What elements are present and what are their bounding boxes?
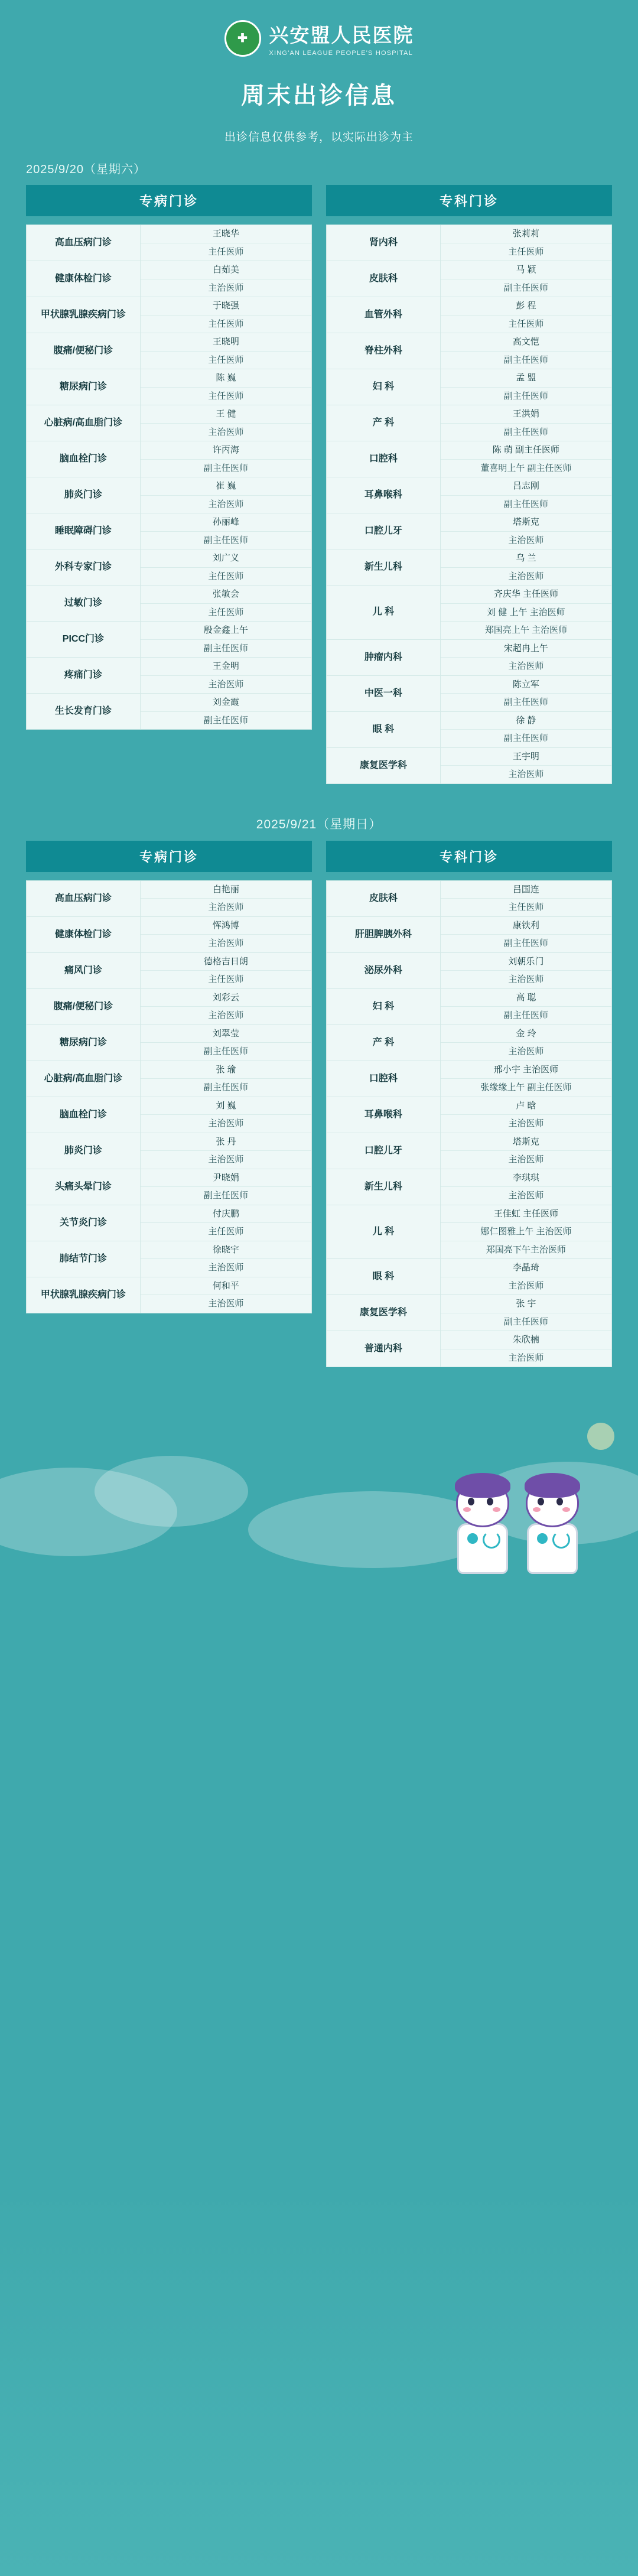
table-row (327, 1097, 611, 1133)
doctor-name: 刘彩云 (141, 989, 311, 1007)
department-name: 肝胆脾胰外科 (327, 917, 441, 952)
department-name: 口腔科 (327, 1061, 441, 1097)
doctor-list (141, 1277, 311, 1313)
doctor-name: 尹晓娟 (141, 1169, 311, 1188)
date-label-saturday: 2025/9/20（星期六） (26, 163, 146, 176)
department-name: PICC门诊 (27, 622, 141, 657)
column-header-specialty-disease: 专病门诊 (26, 841, 312, 872)
department-name: 高血压病门诊 (27, 881, 141, 916)
doctor-list (441, 333, 611, 369)
doctor-title: 主任医师 (508, 318, 544, 329)
table-row (27, 369, 311, 405)
department-name: 口腔儿牙 (327, 1133, 441, 1169)
doctor-title: 主治医师 (508, 1154, 544, 1165)
doctor-name: 康铁利 (441, 917, 611, 935)
column-headers-saturday (26, 185, 612, 216)
department-name: 肾内科 (327, 225, 441, 261)
doctor-list (441, 297, 611, 333)
doctor-list (441, 549, 611, 585)
doctor-title: 刘 健 上午 主治医师 (441, 604, 611, 622)
table-row (327, 477, 611, 513)
doctor-list (141, 297, 311, 333)
table-row (27, 513, 311, 549)
table-specialty-dept-saturday (326, 225, 612, 784)
doctor-name: 白茹美 (141, 261, 311, 279)
department-name: 腹痛/便秘门诊 (27, 333, 141, 369)
table-row (327, 1331, 611, 1367)
doctor-title: 郑国亮下午主治医师 (486, 1244, 566, 1255)
table-row (27, 989, 311, 1025)
department-name: 眼 科 (327, 712, 441, 747)
doctor-title: 副主任医师 (203, 1082, 248, 1092)
doctor-list (441, 712, 611, 747)
table-row (327, 333, 611, 369)
department-name: 康复医学科 (327, 1295, 441, 1331)
doctor-name: 张 瑜 (141, 1061, 311, 1079)
doctor-name: 刘广义 (141, 549, 311, 568)
department-name: 肺结节门诊 (27, 1241, 141, 1277)
department-name: 皮肤科 (327, 261, 441, 297)
doctor-name: 张 丹 (141, 1133, 311, 1152)
department-name: 儿 科 (327, 586, 441, 639)
table-row (27, 881, 311, 917)
table-row (327, 297, 611, 333)
department-name: 耳鼻喉科 (327, 477, 441, 513)
doctor-title: 主治医师 (208, 1010, 244, 1020)
table-row (327, 225, 611, 261)
doctor-title: 主治医师 (208, 679, 244, 689)
doctor-list (141, 989, 311, 1024)
table-row (27, 953, 311, 989)
doctor-title: 主治医师 (208, 499, 244, 509)
column-header-specialty-disease: 专病门诊 (26, 185, 312, 216)
column-headers-sunday (26, 841, 612, 872)
doctor-title: 主任医师 (208, 391, 244, 401)
doctor-title: 主任医师 (208, 571, 244, 581)
day-section-sunday (0, 815, 638, 1368)
doctor-list (441, 676, 611, 711)
table-row (27, 658, 311, 694)
table-specialty-disease-saturday (26, 225, 312, 730)
table-row (27, 405, 311, 441)
department-name: 儿 科 (327, 1205, 441, 1259)
table-row (27, 622, 311, 658)
doctor-name: 王佳虹 主任医师 (441, 1205, 611, 1224)
doctor-name: 张敏会 (141, 586, 311, 604)
department-name: 睡眠障碍门诊 (27, 513, 141, 549)
doctor-list (141, 658, 311, 693)
doctor-name: 李琪琪 (441, 1169, 611, 1188)
doctor-name: 王晓明 (141, 333, 311, 352)
day-section-saturday (0, 160, 638, 784)
doctor-name: 王宇明 (441, 748, 611, 766)
doctor-list (441, 1295, 611, 1331)
doctor-list (441, 369, 611, 405)
doctor-title: 主治医师 (508, 1118, 544, 1128)
doctor-list (141, 1061, 311, 1097)
table-row (327, 261, 611, 297)
table-row (27, 1241, 311, 1277)
poster-header (0, 0, 638, 144)
table-row (27, 1097, 311, 1133)
table-row (327, 953, 611, 989)
doctor-list (441, 748, 611, 783)
doctor-title: 主治医师 (208, 1299, 244, 1309)
department-name: 妇 科 (327, 989, 441, 1024)
table-row (327, 881, 611, 917)
table-row (27, 586, 311, 622)
table-row (327, 1169, 611, 1205)
doctor-name: 齐庆华 主任医师 (441, 586, 611, 604)
doctor-list (441, 640, 611, 675)
column-header-specialty-dept: 专科门诊 (326, 841, 612, 872)
doctor-name: 宋超冉上午 (441, 640, 611, 658)
hospital-name-en: XING'AN LEAGUE PEOPLE'S HOSPITAL (269, 50, 414, 57)
table-row (27, 1205, 311, 1241)
doctor-list (141, 225, 311, 261)
table-row (27, 441, 311, 477)
doctor-name: 王金明 (141, 658, 311, 676)
table-row (327, 1205, 611, 1260)
doctor-name: 刘翠莹 (141, 1025, 311, 1043)
doctor-name: 徐 静 (441, 712, 611, 730)
department-name: 产 科 (327, 1025, 441, 1061)
doctor-name: 张 宇 (441, 1295, 611, 1313)
doctor-list (141, 1169, 311, 1205)
date-label-sunday: 2025/9/21（星期日） (256, 817, 382, 831)
doctor-name: 何和平 (141, 1277, 311, 1296)
table-row (27, 1025, 311, 1061)
department-name: 脑血栓门诊 (27, 441, 141, 477)
doctor-title: 副主任医师 (503, 938, 548, 948)
mascot-group (450, 1471, 585, 1574)
doctor-name: 张莉莉 (441, 225, 611, 243)
doctor-title: 娜仁图雅上午 主治医师 (441, 1223, 611, 1241)
doctor-list (141, 1241, 311, 1277)
doctor-title: 主治医师 (508, 661, 544, 671)
doctor-title: 副主任医师 (503, 697, 548, 707)
doctor-title: 副主任医师 (203, 463, 248, 473)
department-name: 腹痛/便秘门诊 (27, 989, 141, 1024)
doctor-name: 王 健 (141, 405, 311, 424)
doctor-name: 恽鸿博 (141, 917, 311, 935)
column-header-specialty-dept: 专科门诊 (326, 185, 612, 216)
department-name: 肿瘤内科 (327, 640, 441, 675)
doctor-title: 主任医师 (208, 246, 244, 257)
department-name: 妇 科 (327, 369, 441, 405)
department-name: 疼痛门诊 (27, 658, 141, 693)
doctor-name: 金 玲 (441, 1025, 611, 1043)
table-row (27, 1169, 311, 1205)
doctor-title: 主治医师 (508, 769, 544, 779)
doctor-title: 主治医师 (208, 282, 244, 293)
doctor-title: 副主任医师 (203, 1191, 248, 1201)
department-name: 新生儿科 (327, 549, 441, 585)
doctor-title: 主任医师 (208, 354, 244, 365)
doctor-name: 王晓华 (141, 225, 311, 243)
department-name: 肺炎门诊 (27, 477, 141, 513)
table-row (327, 586, 611, 640)
table-row (327, 1061, 611, 1097)
doctor-name: 许丙海 (141, 441, 311, 460)
doctor-title: 郑国亮上午 主治医师 (484, 625, 567, 635)
table-row (327, 712, 611, 748)
department-name: 心脏病/高血脂门诊 (27, 1061, 141, 1097)
doctor-title: 副主任医师 (203, 535, 248, 545)
doctor-title: 主治医师 (208, 902, 244, 912)
doctor-title: 主治医师 (208, 1118, 244, 1128)
department-name: 肺炎门诊 (27, 1133, 141, 1169)
department-name: 皮肤科 (327, 881, 441, 916)
table-row (327, 405, 611, 441)
department-name: 生长发育门诊 (27, 694, 141, 729)
doctor-list (441, 261, 611, 297)
table-row (27, 549, 311, 586)
department-name: 甲状腺乳腺疾病门诊 (27, 297, 141, 333)
department-name: 痛风门诊 (27, 953, 141, 988)
table-row (327, 441, 611, 477)
department-name: 产 科 (327, 405, 441, 441)
department-name: 脊柱外科 (327, 333, 441, 369)
doctor-name: 德格吉日朗 (141, 953, 311, 971)
table-row (27, 477, 311, 513)
doctor-name: 付庆鹏 (141, 1205, 311, 1224)
table-row (27, 694, 311, 729)
doctor-name: 殷金鑫上午 (141, 622, 311, 640)
table-row (327, 549, 611, 586)
department-name: 普通内科 (327, 1331, 441, 1367)
doctor-list (141, 549, 311, 585)
table-row (327, 1295, 611, 1331)
table-row (327, 1259, 611, 1295)
doctor-list (441, 1205, 611, 1259)
doctor-list (141, 622, 311, 657)
department-name: 糖尿病门诊 (27, 369, 141, 405)
doctor-title: 副主任医师 (503, 499, 548, 509)
doctor-name: 陈 萌 副主任医师 (441, 441, 611, 460)
doctor-list (441, 513, 611, 549)
doctor-list (141, 917, 311, 952)
department-name: 耳鼻喉科 (327, 1097, 441, 1133)
department-name: 脑血栓门诊 (27, 1097, 141, 1133)
doctor-list (441, 1061, 611, 1097)
doctor-name: 高文恺 (441, 333, 611, 352)
hospital-name-cn: 兴安盟人民医院 (269, 24, 414, 46)
doctor-title: 副主任医师 (503, 282, 548, 293)
table-row (27, 225, 311, 261)
doctor-name: 孙丽峰 (141, 513, 311, 532)
doctor-list (141, 1097, 311, 1133)
doctor-list (441, 1259, 611, 1294)
doctor-title: 副主任医师 (203, 1046, 248, 1056)
mascot-doctor-left-icon (450, 1471, 515, 1574)
department-name: 健康体检门诊 (27, 261, 141, 297)
doctor-title: 副主任医师 (503, 354, 548, 365)
doctor-title: 主治医师 (208, 938, 244, 948)
table-row (27, 261, 311, 297)
doctor-list (441, 1133, 611, 1169)
doctor-list (441, 917, 611, 952)
table-row (27, 297, 311, 333)
doctor-title: 主治医师 (208, 1263, 244, 1273)
table-row (27, 1277, 311, 1313)
table-row (27, 917, 311, 953)
table-row (27, 1061, 311, 1097)
doctor-title: 副主任医师 (503, 427, 548, 437)
doctor-list (141, 333, 311, 369)
table-row (327, 989, 611, 1025)
doctor-list (141, 586, 311, 621)
doctor-name: 乌 兰 (441, 549, 611, 568)
doctor-title: 副主任医师 (503, 1316, 548, 1327)
department-name: 心脏病/高血脂门诊 (27, 405, 141, 441)
doctor-title: 董喜明上午 副主任医师 (480, 463, 572, 473)
department-name: 泌尿外科 (327, 953, 441, 988)
department-name: 头痛头晕门诊 (27, 1169, 141, 1205)
table-row (327, 1025, 611, 1061)
doctor-list (141, 261, 311, 297)
doctor-name: 徐晓宇 (141, 1241, 311, 1260)
table-specialty-dept-sunday (326, 880, 612, 1368)
doctor-name: 刘朝乐门 (441, 953, 611, 971)
hospital-logo-row (0, 20, 638, 57)
doctor-list (441, 881, 611, 916)
doctor-list (441, 586, 611, 639)
doctor-name: 塔斯克 (441, 1133, 611, 1152)
doctor-list (141, 1025, 311, 1061)
doctor-title: 主治医师 (508, 571, 544, 581)
doctor-title: 主治医师 (508, 1046, 544, 1056)
doctor-list (441, 1097, 611, 1133)
doctor-title: 主任医师 (208, 974, 244, 984)
doctor-list (441, 225, 611, 261)
doctor-title: 副主任医师 (503, 1010, 548, 1020)
doctor-name: 朱欣楠 (441, 1331, 611, 1349)
table-row (27, 333, 311, 369)
department-name: 中医一科 (327, 676, 441, 711)
doctor-title: 主治医师 (508, 974, 544, 984)
hospital-emblem-icon: ✚ (224, 20, 261, 57)
poster-footer (0, 1403, 638, 1580)
doctor-name: 吕国连 (441, 881, 611, 899)
doctor-list (141, 694, 311, 729)
doctor-title: 主任医师 (208, 318, 244, 329)
department-name: 血管外科 (327, 297, 441, 333)
doctor-list (141, 1205, 311, 1241)
doctor-name: 陈立军 (441, 676, 611, 694)
page-title: 周末出诊信息 (241, 83, 397, 109)
table-row (327, 917, 611, 953)
doctor-title: 副主任医师 (203, 643, 248, 653)
table-row (27, 1133, 311, 1169)
table-row (327, 369, 611, 405)
doctor-list (141, 477, 311, 513)
doctor-name: 于晓强 (141, 297, 311, 316)
department-name: 外科专家门诊 (27, 549, 141, 585)
doctor-list (441, 1331, 611, 1367)
doctor-title: 主治医师 (508, 1191, 544, 1201)
doctor-name: 邢小宇 主治医师 (441, 1061, 611, 1079)
doctor-list (441, 405, 611, 441)
doctor-list (441, 989, 611, 1024)
doctor-title: 主任医师 (208, 607, 244, 617)
cloud-decoration (95, 1456, 248, 1527)
mascot-doctor-right-icon (520, 1471, 585, 1574)
doctor-name: 刘 巍 (141, 1097, 311, 1115)
doctor-list (141, 369, 311, 405)
department-name: 康复医学科 (327, 748, 441, 783)
doctor-name: 崔 巍 (141, 477, 311, 496)
doctor-list (441, 441, 611, 477)
doctor-title: 主治医师 (508, 1352, 544, 1363)
doctor-title: 主任医师 (508, 246, 544, 257)
page-subtitle: 出诊信息仅供参考，以实际出诊为主 (224, 131, 414, 144)
doctor-list (441, 953, 611, 988)
table-row (327, 640, 611, 676)
department-name: 新生儿科 (327, 1169, 441, 1205)
doctor-name: 李晶琦 (441, 1259, 611, 1277)
table-row (327, 1133, 611, 1169)
doctor-title: 张缘缘上午 副主任医师 (480, 1082, 572, 1092)
doctor-title: 副主任医师 (503, 391, 548, 401)
doctor-list (141, 513, 311, 549)
table-specialty-disease-sunday (26, 880, 312, 1313)
doctor-name: 吕志刚 (441, 477, 611, 496)
doctor-list (441, 1169, 611, 1205)
doctor-list (441, 477, 611, 513)
department-name: 高血压病门诊 (27, 225, 141, 261)
doctor-list (141, 1133, 311, 1169)
department-name: 眼 科 (327, 1259, 441, 1294)
doctor-name: 彭 程 (441, 297, 611, 316)
doctor-title: 副主任医师 (503, 733, 548, 743)
department-name: 健康体检门诊 (27, 917, 141, 952)
sun-decoration (587, 1423, 614, 1450)
doctor-title: 主治医师 (208, 1154, 244, 1165)
department-name: 甲状腺乳腺疾病门诊 (27, 1277, 141, 1313)
doctor-name: 王洪娟 (441, 405, 611, 424)
department-name: 糖尿病门诊 (27, 1025, 141, 1061)
doctor-name: 高 聪 (441, 989, 611, 1007)
department-name: 口腔儿牙 (327, 513, 441, 549)
doctor-name: 马 颖 (441, 261, 611, 279)
doctor-list (441, 1025, 611, 1061)
department-name: 口腔科 (327, 441, 441, 477)
table-row (327, 748, 611, 783)
doctor-title: 主治医师 (208, 427, 244, 437)
doctor-list (141, 881, 311, 916)
doctor-title: 副主任医师 (203, 715, 248, 726)
doctor-name: 卢 晗 (441, 1097, 611, 1115)
doctor-list (141, 405, 311, 441)
doctor-title: 主治医师 (508, 535, 544, 545)
doctor-list (141, 441, 311, 477)
doctor-title: 主任医师 (208, 1227, 244, 1237)
doctor-name: 孟 盟 (441, 369, 611, 388)
doctor-name: 白艳丽 (141, 881, 311, 899)
table-row (327, 513, 611, 549)
doctor-title: 主任医师 (508, 902, 544, 912)
doctor-name: 刘金霞 (141, 694, 311, 712)
table-row (327, 676, 611, 712)
doctor-list (141, 953, 311, 988)
doctor-name: 陈 巍 (141, 369, 311, 388)
doctor-title: 主治医师 (508, 1280, 544, 1291)
doctor-name: 塔斯克 (441, 513, 611, 532)
department-name: 关节炎门诊 (27, 1205, 141, 1241)
department-name: 过敏门诊 (27, 586, 141, 621)
